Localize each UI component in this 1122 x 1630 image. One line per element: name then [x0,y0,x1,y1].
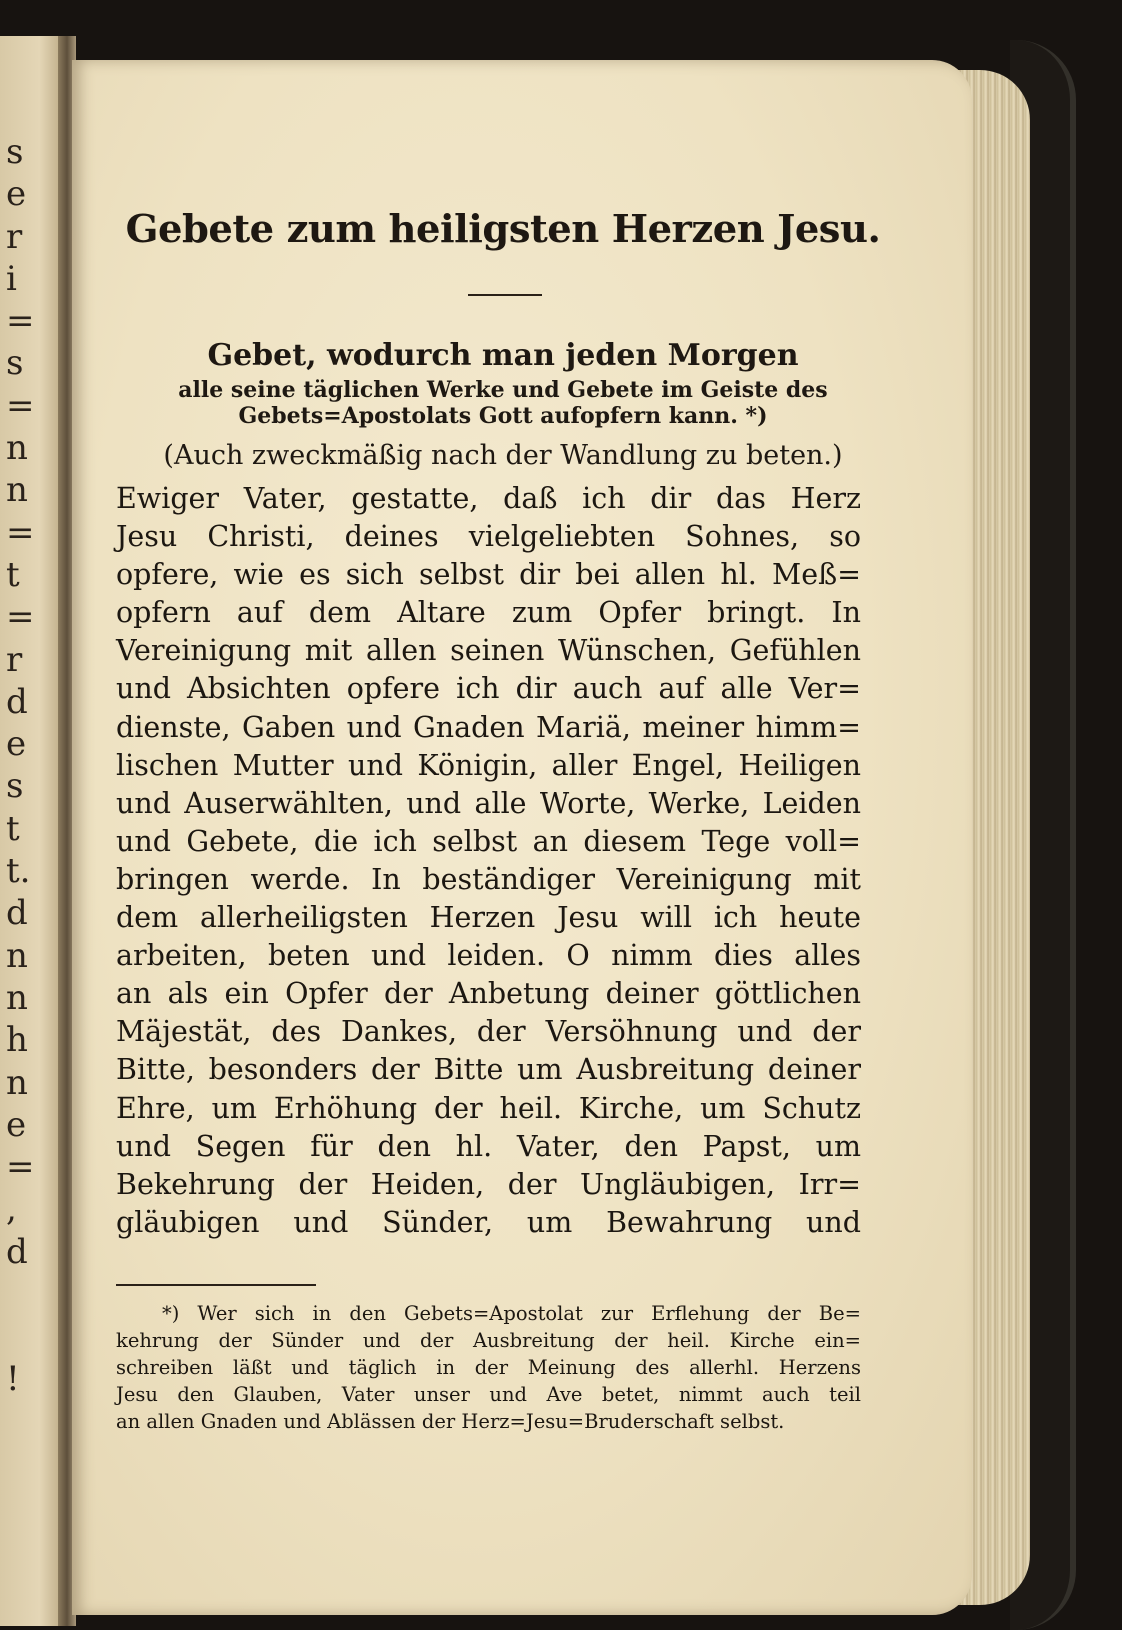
body-line: und Gebete, die ich selbst an diesem Tege voll= [116,824,861,858]
body-line: dem allerheiligsten Herzen Jesu will ich heute [116,901,861,935]
prayer-body [116,480,861,1242]
body-line: Bekehrung der Heiden, der Ungläubigen, Irr= [116,1167,861,1201]
footnote-line: kehrung der Sünder und der Ausbreitung der heil. Kirche ein= [116,1329,861,1352]
prayer-heading-line-2: alle seine täglichen Werke und Gebete im Geiste des [178,377,828,403]
body-line: Mäjestät, des Dankes, der Versöhnung und der [116,1015,861,1049]
body-line: und Segen für den hl. Vater, den Papst, um [116,1129,861,1163]
body-line: Ehre, um Erhöhung der heil. Kirche, um Schutz [116,1091,861,1125]
body-line: Jesu Christi, deines vielgeliebten Sohnes, so [116,520,861,554]
footnote-line: Jesu den Glauben, Vater unser und Ave betet, nimmt auch teil [116,1383,861,1406]
body-line: Bitte, besonders der Bitte um Ausbreitung deiner [116,1053,861,1087]
body-line: Vereinigung mit allen seinen Wünschen, Gefühlen [116,634,861,668]
footnote [116,1300,861,1435]
footnote-divider [116,1284,316,1286]
page-title: Gebete zum heiligsten Herzen Jesu. [125,207,881,252]
body-line: an als ein Opfer der Anbetung deiner göttlichen [116,977,861,1011]
body-line: bringen werde. In beständiger Vereinigung mit [116,862,861,896]
body-line: arbeiten, beten und leiden. O nimm dies alles [116,939,861,973]
body-line: und Absichten opfere ich dir auch auf alle Ver= [116,672,861,706]
title-divider [468,294,542,296]
body-line: opfere, wie es sich selbst dir bei allen hl. Meß= [116,558,861,592]
footnote-line: an allen Gnaden und Ablässen der Herz=Jesu=Bruderschaft selbst. [116,1410,785,1433]
facing-page-text: s e r i = s = n n = t = r d e s t t. d n n h n e = , d ! [6,132,35,1399]
body-line: dienste, Gaben und Gnaden Mariä, meiner himm= [116,710,861,744]
body-line: gläubigen und Sünder, um Bewahrung und [116,1205,861,1239]
facing-page-edge [0,36,66,1626]
prayer-note: (Auch zweckmäßig nach der Wandlung zu beten.) [163,440,843,471]
body-line: opfern auf dem Altare zum Opfer bringt. In [116,596,861,630]
body-line: lischen Mutter und Königin, aller Engel, Heiligen [116,748,861,782]
body-line: Ewiger Vater, gestatte, daß ich dir das Herz [116,482,861,515]
body-line: und Auserwählten, und alle Worte, Werke, Leiden [116,786,861,820]
prayer-heading-line-3: Gebets=Apostolats Gott aufopfern kann. *) [238,403,768,429]
footnote-line: *) Wer sich in den Gebets=Apostolat zur Erflehung der Be= [162,1302,861,1325]
prayer-heading: Gebet, wodurch man jeden Morgen [207,338,799,373]
footnote-line: schreiben läßt und täglich in der Meinung des allerhl. Herzens [116,1356,861,1379]
